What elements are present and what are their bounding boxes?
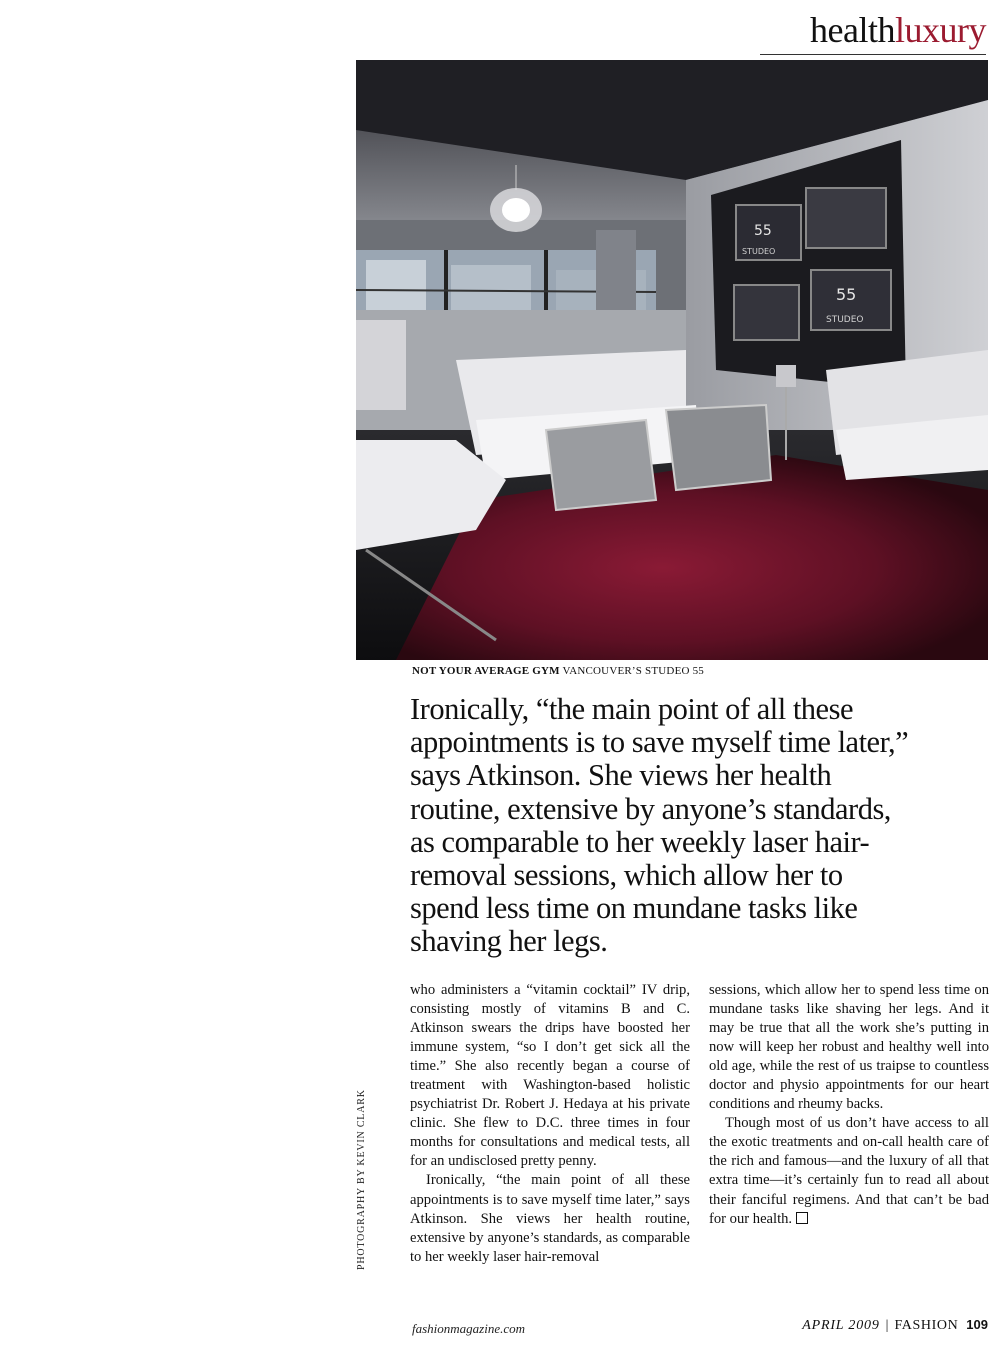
issue-date: APRIL 2009 [802,1318,880,1333]
gym-lounge-photo [356,60,988,660]
body-paragraph: who administers a “vitamin cocktail” IV drip, consisting mostly of vitamins B and C. Atkinson swears the drips have boosted her immune system, “so I don’t get sick all the time.” She also recently began a course of treatment with Washington-based holistic psychiatrist Dr. Robert J. Hedaya at his private clinic. She flew to D.C. three times in four months for consultations and medical tests, all for an undisclosed pretty penny. [410,982,690,1170]
section-header-health: health [810,10,895,50]
screen-logo-2: 55 [836,285,857,304]
body-paragraph-text: Though most of us don’t have access to all the exotic treatments and on-call health care of the rich and famous—and the luxury of all that extra time—it’s certainly fun to read all about their fanciful regimens. And that can’t be bad for our health. [709,1115,989,1227]
caption-text: VANCOUVER’S STUDEO 55 [559,665,704,677]
screen-logo-text-1: STUDEO [742,247,776,256]
header-rule [760,54,986,55]
section-header-luxury: luxury [895,10,986,50]
section-header [810,12,986,48]
body-paragraph: Ironically, “the main point of all these appointments is to save myself time later,” says Atkinson. She views her health routine, extensive by anyone’s standards, as comparable to her weekly laser hair-removal [410,1172,690,1265]
magazine-name: FASHION [894,1318,959,1333]
screen-logo-1: 55 [754,223,772,239]
body-paragraph: sessions, which allow her to spend less time on mundane tasks like shaving her legs. And it may be true that all the work she’s putting in now will keep her robust and healthy well into old age, while the rest of us traipse to countless doctor and physio appointments for our heart conditions and rheumy backs. [709,982,989,1113]
footer-website: fashionmagazine.com [412,1321,526,1336]
screen-logo-text-2: STUDEO [826,315,864,325]
body-paragraph-final [709,1114,989,1228]
end-mark-icon [796,1212,808,1224]
footer-folio [802,1317,988,1334]
photo-credit: PHOTOGRAPHY BY KEVIN CLARK [356,1089,367,1270]
folio-separator: | [885,1318,889,1333]
photo-caption [412,665,704,677]
body-column-2 [709,981,989,1229]
body-column-1 [410,981,690,1267]
page-number: 109 [966,1317,988,1332]
caption-bold: NOT YOUR AVERAGE GYM [412,665,560,677]
pull-quote: Ironically, “the main point of all these appointments is to save myself time later,” says Atkinson. She views her health routine, extensive by anyone’s standards, as comparable to her weekly laser hair-removal sessions, which allow her to spend less time on mundane tasks like shaving her legs. [410,692,909,959]
